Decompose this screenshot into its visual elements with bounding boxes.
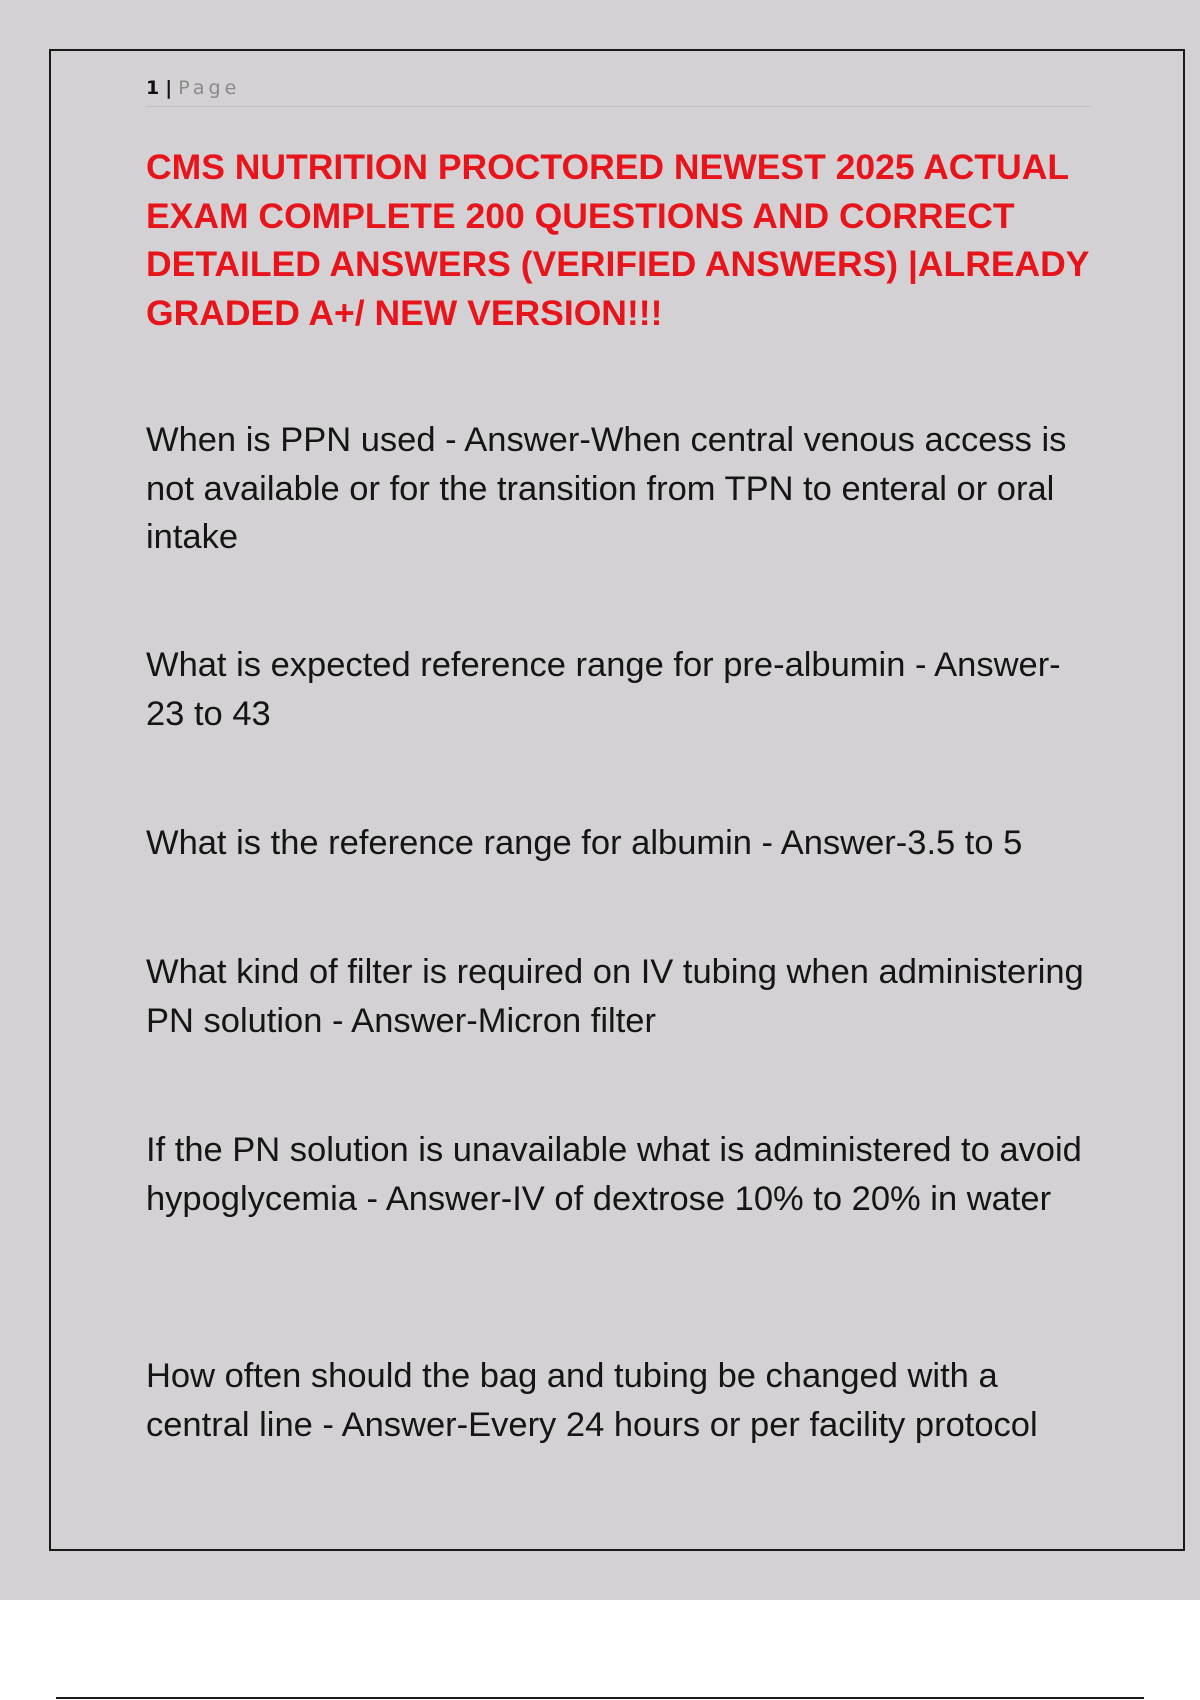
page-header-separator: | [165, 77, 173, 99]
page-header [146, 74, 1092, 107]
qa-item: How often should the bag and tubing be changed with a central line - Answer-Every 24 hours or per facility protocol [146, 1357, 1038, 1444]
qa-item: If the PN solution is unavailable what is administered to avoid hypoglycemia - Answer-IV of dextrose 10% to 20% in water [146, 1131, 1082, 1218]
page-label: Page [178, 77, 241, 99]
next-page-divider [56, 1697, 1144, 1699]
qa-item: What kind of filter is required on IV tubing when administering PN solution - Answer-Micron filter [146, 953, 1084, 1040]
page-number: 1 [146, 77, 160, 99]
qa-item: What is the reference range for albumin - Answer-3.5 to 5 [146, 824, 1023, 862]
document-title: CMS NUTRITION PROCTORED NEWEST 2025 ACTUAL EXAM COMPLETE 200 QUESTIONS AND CORRECT DETAILED ANSWERS (VERIFIED ANSWERS) |ALREADY GRADED A+/ NEW VERSION!!! [146, 147, 1089, 333]
qa-item: When is PPN used - Answer-When central venous access is not available or for the transition from TPN to enteral or oral intake [146, 421, 1067, 556]
qa-item: What is expected reference range for pre-albumin - Answer-23 to 43 [146, 646, 1061, 733]
